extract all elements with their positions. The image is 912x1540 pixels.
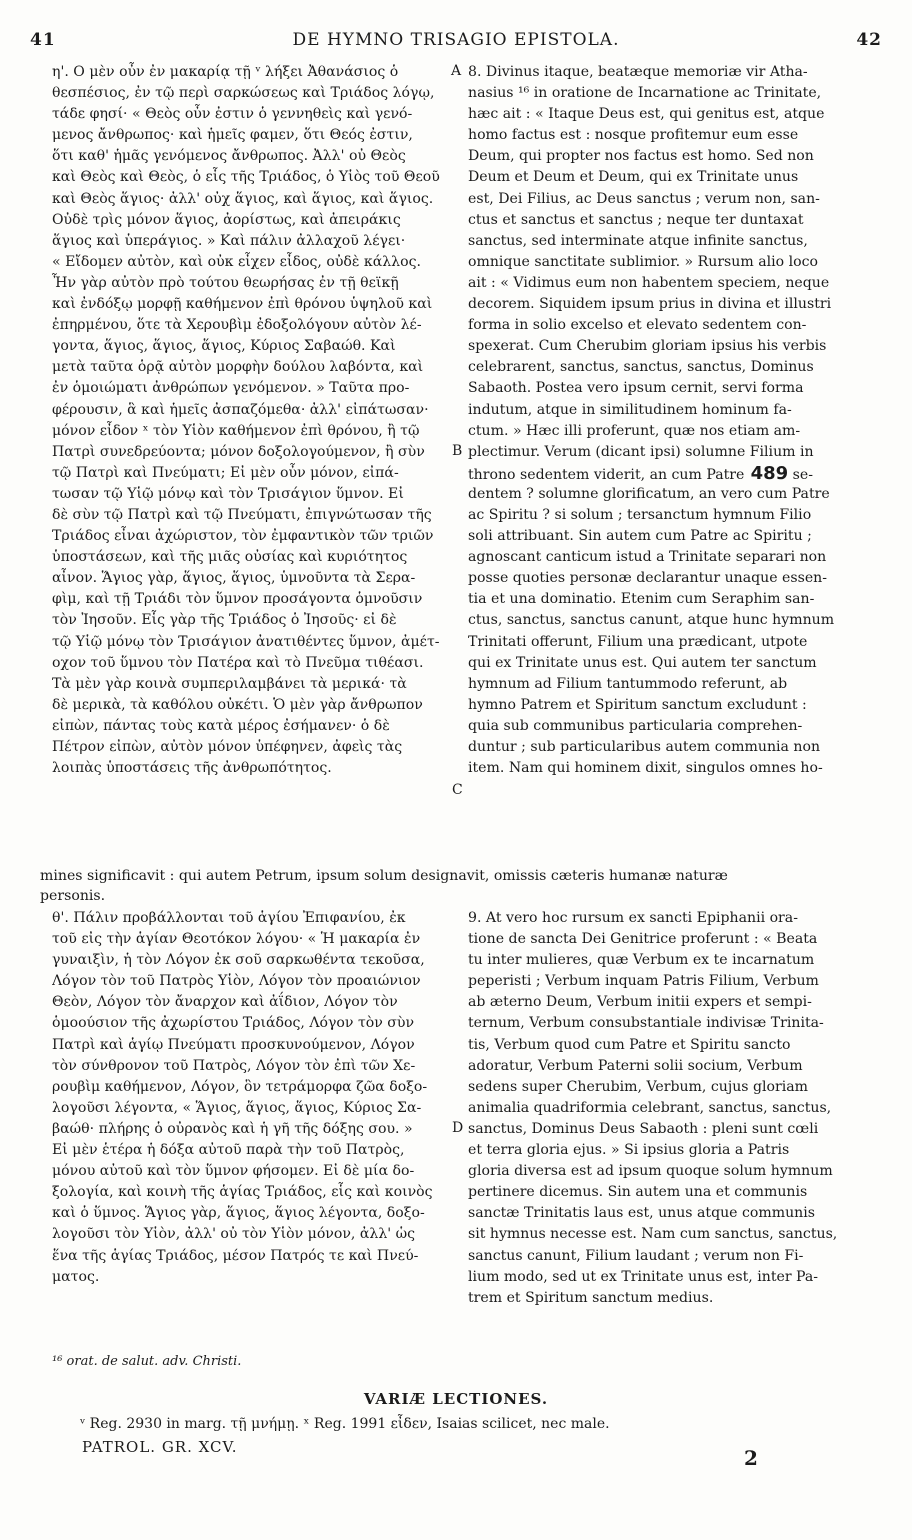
greek-text-line: αἶνον. Ἅγιος γὰρ, ἅγιος, ἅγιος, ὑμνοῦντα τὰ Σερα-: [52, 570, 416, 587]
latin-text-line: animalia quadriformia celebrant, sanctus, sanctus,: [468, 1099, 832, 1116]
latin-text-line: Trinitati offerunt, Filium una prædicant, utpote: [468, 633, 808, 650]
latin-text-line: sedens super Cherubim, Verbum, cujus gloriam: [468, 1078, 809, 1095]
latin-text-line: sanctæ Trinitatis laus est, unus atque communis: [468, 1205, 816, 1222]
page-number-right: 42: [856, 30, 882, 50]
latin-text-line: tia et una dominatio. Etenim cum Seraphim san-: [468, 591, 815, 608]
latin-text-line: gloria diversa est ad ipsum quoque solum hymnum: [468, 1163, 833, 1180]
spanning-line-2: personis.: [40, 888, 106, 904]
greek-text-line: οχον τοῦ ὕμνου τὸν Πατέρα καὶ τὸ Πνεῦμα τιθέασι.: [52, 654, 424, 671]
column-number-badge: 489: [744, 462, 789, 484]
greek-text-line: ἅγιος καὶ ὑπεράγιος. » Καὶ πάλιν ἀλλαχοῦ λέγει·: [52, 232, 406, 249]
latin-text-line: indutum, atque in similitudinem hominum fa-: [468, 401, 792, 418]
greek-text-line: ὁμοούσιον τῆς ἀχωρίστου Τριάδος, Λόγον τὸν σὺν: [52, 1015, 415, 1032]
greek-text-line: γυναιξὶν, ἡ τὸν Λόγον ἐκ σοῦ σαρκωθέντα τεκοῦσα,: [52, 952, 425, 969]
greek-text-line: τῷ Πατρὶ καὶ Πνεύματι; Εἰ μὲν οὖν μόνον, εἰπά-: [52, 464, 399, 481]
greek-text-line: καὶ ὁ ὕμνος. Ἅγιος γὰρ, ἅγιος, ἅγιος λέγοντα, δοξο-: [52, 1205, 425, 1222]
latin-text-line: item. Nam qui hominem dixit, singulos omnes ho-: [468, 760, 823, 777]
spanning-line-1: mines significavit : qui autem Petrum, ipsum solum designavit, omissis cæteris humanæ naturæ: [40, 868, 728, 884]
latin-text-line: ab æterno Deum, Verbum initii expers et sempi-: [468, 994, 812, 1011]
greek-text-line: τωσαν τῷ Υἱῷ μόνῳ καὶ τὸν Τρισάγιον ὕμνον. Εἰ: [52, 485, 404, 502]
greek-text-line: « Εἴδομεν αὐτὸν, καὶ οὐκ εἶχεν εἶδος, οὐδὲ κάλλος.: [52, 253, 421, 270]
greek-text-line: ξολογία, καὶ κοινὴ τῆς ἁγίας Τριάδος, εἷς καὶ κοινὸς: [52, 1184, 433, 1201]
latin-text-line: sanctus, sed interminate atque infinite sanctus,: [468, 232, 808, 249]
greek-text-line: ὑποστάσεων, καὶ τῆς μιᾶς οὐσίας καὶ κυριότητος: [52, 549, 408, 566]
signature-mark: 2: [744, 1446, 758, 1470]
latin-column-section-9: [468, 908, 880, 1309]
latin-text-line: ait : « Vidimus eum non habentem speciem, neque: [468, 274, 830, 291]
greek-text-line: ἐν ὁμοιώματι ἀνθρώπων γενόμενον. » Ταῦτα προ-: [52, 380, 410, 397]
greek-text-line: Ἦν γὰρ αὐτὸν πρὸ τούτου θεωρήσας ἐν τῇ θεϊκῇ: [52, 274, 399, 291]
greek-text-line: Πατρὶ καὶ ἁγίῳ Πνεύματι προσκυνούμενον, Λόγον: [52, 1036, 415, 1053]
greek-column-section-9: [52, 908, 447, 1288]
greek-text-line: Θεὸν, Λόγον τὸν ἄναρχον καὶ ἀΐδιον, Λόγον τὸν: [52, 994, 398, 1011]
latin-text-line: hymno Patrem et Spiritum sanctum excludunt :: [468, 696, 807, 713]
greek-text-line: μετὰ ταῦτα ὁρᾷ αὐτὸν μορφὴν δούλου λαβόντα, καὶ: [52, 359, 424, 376]
variae-lectiones-title: VARIÆ LECTIONES.: [363, 1390, 549, 1408]
greek-text-line: η'. Ο μὲν οὖν ἐν μακαρίᾳ τῇ ᵛ λήξει Ἀθανάσιος ὁ: [52, 64, 399, 80]
greek-text-line: Εἰ μὲν ἑτέρα ἡ δόξα αὐτοῦ παρὰ τὴν τοῦ Πατρὸς,: [52, 1142, 405, 1159]
greek-text-line: Πατρὶ συνεδρεύοντα; μόνον δοξολογούμενον, ἢ σὺν: [52, 443, 425, 460]
greek-text-line: μόνου αὐτοῦ καὶ τὸν ὕμνον φήσομεν. Εἰ δὲ μία δο-: [52, 1163, 415, 1180]
latin-text-line: soli attribuant. Sin autem cum Patre ac Spiritu ;: [468, 528, 812, 545]
latin-text-line: forma in solio excelso et elevato sedentem con-: [468, 317, 807, 334]
greek-text-line: εἰπὼν, πάντας τοὺς κατὰ μέρος ἐσήμανεν· ὁ δὲ: [52, 717, 390, 734]
margin-marker-d: D: [452, 1120, 464, 1136]
greek-text-line: ματος.: [52, 1268, 100, 1285]
badge-suffix: se-: [788, 466, 814, 483]
latin-text-line: ctum. » Hæc illi proferunt, quæ nos etiam am-: [468, 422, 801, 439]
greek-text-line: θεσπέσιος, ἐν τῷ περὶ σαρκώσεως καὶ Τριάδος λόγῳ,: [52, 85, 435, 102]
latin-text-line: tione de sancta Dei Genitrice proferunt : « Beata: [468, 931, 818, 948]
latin-text-line: ac Spiritu ? si solum ; tersanctum hymnum Filio: [468, 506, 812, 523]
latin-text-line: ctus et sanctus et sanctus ; neque ter duntaxat: [468, 211, 804, 228]
greek-text-line: Τὰ μὲν γὰρ κοινὰ συμπεριλαμβάνει τὰ μερικά· τὰ: [52, 675, 407, 692]
greek-text-line: καὶ Θεὸς καὶ Θεὸς, ὁ εἷς τῆς Τριάδος, ὁ Υἱὸς τοῦ Θεοῦ: [52, 169, 440, 186]
latin-text-line: sanctus, Dominus Deus Sabaoth : pleni sunt cœli: [468, 1120, 819, 1137]
latin-text-line: posse quoties personæ declarantur unaque essen-: [468, 570, 828, 587]
latin-column-section-8: [468, 62, 880, 779]
greek-text-line: ἐπηρμένου, ὅτε τὰ Χερουβὶμ ἐδοξολόγουν αὐτὸν λέ-: [52, 317, 422, 334]
greek-text-line: γοντα, ἅγιος, ἅγιος, ἅγιος, Κύριος Σαβαώθ. Καὶ: [52, 338, 396, 355]
greek-text-line: Τριάδος εἶναι ἀχώριστον, τὸν ἐμφαντικὸν τῶν τριῶν: [52, 528, 434, 545]
greek-text-line: ὅτι καθ' ἡμᾶς γενόμενος ἄνθρωπος. Ἀλλ' οὐ Θεὸς: [52, 148, 406, 165]
latin-text-line: plectimur. Verum (dicant ipsi) solumne Filium in: [468, 443, 814, 460]
latin-text-line: sanctus canunt, Filium laudant ; verum non Fi-: [468, 1247, 804, 1264]
greek-text-line: μόνον εἶδον ˣ τὸν Υἱὸν καθήμενον ἐπὶ θρόνου, ἢ τῷ: [52, 422, 420, 439]
variae-lectiones-text: ᵛ Reg. 2930 in marg. τῇ μνήμῃ. ˣ Reg. 1991 εἶδεν, Isaias scilicet, nec male.: [80, 1416, 610, 1432]
latin-text-line: hæc ait : « Itaque Deus est, qui genitus est, atque: [468, 106, 825, 123]
greek-text-line: Πέτρον εἰπὼν, αὐτὸν μόνον ὑπέφηνεν, ἀφεὶς τὰς: [52, 739, 403, 755]
latin-text-line: sit hymnus necesse est. Nam cum sanctus, sanctus,: [468, 1226, 838, 1243]
greek-text-line: τῷ Υἱῷ μόνῳ τὸν Τρισάγιον ἀνατιθέντες ὕμνον, ἀμέτ-: [52, 633, 440, 650]
latin-text-line: est, Dei Filius, ac Deus sanctus ; verum non, san-: [468, 190, 820, 207]
latin-text-line: omnique sanctitate sublimior. » Rursum alio loco: [468, 253, 818, 270]
latin-text-line: hymnum ad Filium tantummodo referunt, ab: [468, 675, 788, 692]
latin-text-line: 9. At vero hoc rursum ex sancti Epiphanii ora-: [468, 910, 798, 926]
greek-text-line: τὸν Ἰησοῦν. Εἷς γὰρ τῆς Τριάδος ὁ Ἰησοῦς· εἰ δὲ: [52, 612, 397, 629]
greek-text-line: λογοῦσι λέγοντα, « Ἅγιος, ἅγιος, ἅγιος, Κύριος Σα-: [52, 1099, 422, 1116]
running-header: [30, 30, 882, 54]
greek-text-line: θ'. Πάλιν προβάλλονται τοῦ ἁγίου Ἐπιφανίου, ἐκ: [52, 910, 406, 926]
greek-text-line: φὶμ, καὶ τῇ Τριάδι τὸν ὕμνον προσάγοντα ὁμνοῦσιν: [52, 591, 423, 608]
greek-text-line: τοῦ εἰς τὴν ἁγίαν Θεοτόκον λόγου· « Ἡ μακαρία ἐν: [52, 931, 421, 948]
latin-text-line: pertinere dicemus. Sin autem una et communis: [468, 1184, 808, 1201]
latin-text-line: decorem. Siquidem ipsum prius in divina et illustri: [468, 296, 832, 313]
latin-text-line: homo factus est : nosque profitemur eum esse: [468, 127, 799, 144]
latin-text-line: tis, Verbum quod cum Patre et Spiritu sancto: [468, 1036, 791, 1053]
latin-text-line: peperisti ; Verbum inquam Patris Filium, Verbum: [468, 973, 819, 990]
latin-text-line: nasius ¹⁶ in oratione de Incarnatione ac Trinitate,: [468, 85, 822, 102]
greek-text-line: Οὐδὲ τρὶς μόνον ἅγιος, ἀορίστως, καὶ ἀπειράκις: [52, 211, 401, 228]
latin-text-line: trem et Spiritum sanctum medius.: [468, 1289, 714, 1306]
latin-text-line: dentem ? solumne glorificatum, an vero cum Patre: [468, 485, 830, 502]
greek-text-line: λοιπὰς ὑποστάσεις τῆς ἀνθρωπότητος.: [52, 760, 332, 777]
latin-text-line: ternum, Verbum consubstantiale indivisæ Trinita-: [468, 1015, 824, 1032]
page-number-left: 41: [30, 30, 56, 50]
greek-text-line: καὶ ἐνδόξῳ μορφῇ καθήμενον ἐπὶ θρόνου ὑψηλοῦ καὶ: [52, 296, 433, 313]
latin-text-line: lium modo, sed ut ex Trinitate unus est, inter Pa-: [468, 1268, 819, 1285]
latin-text-line: celebrarent, sanctus, sanctus, sanctus, Dominus: [468, 359, 814, 376]
greek-text-line: Λόγον τὸν τοῦ Πατρὸς Υἱὸν, Λόγον τὸν προαιώνιον: [52, 973, 421, 990]
latin-text-line: qui ex Trinitate unus est. Qui autem ter sanctum: [468, 654, 817, 671]
latin-text-line: et terra gloria ejus. » Si ipsius gloria a Patris: [468, 1142, 790, 1159]
margin-marker-a: A: [451, 63, 462, 79]
greek-text-line: βαώθ· πλήρης ὁ οὐρανὸς καὶ ἡ γῆ τῆς δόξης σου. »: [52, 1120, 413, 1137]
greek-text-line: μενος ἄνθρωπος· καὶ ἡμεῖς φαμεν, ὅτι Θεός ἐστιν,: [52, 127, 413, 144]
footnote: ¹⁶ orat. de salut. adv. Christi.: [52, 1354, 242, 1369]
margin-marker-c: C: [452, 782, 463, 798]
latin-text-line: duntur ; sub particularibus autem communia non: [468, 739, 821, 755]
greek-text-line: φέρουσιν, ἃ καὶ ἡμεῖς ἀσπαζόμεθα· ἀλλ' εἰπάτωσαν·: [52, 401, 429, 418]
greek-column-section-8: [52, 62, 447, 779]
greek-text-line: ρουβὶμ καθήμενον, Λόγον, ὃν τετράμορφα ζῶα δοξο-: [52, 1078, 428, 1095]
patrologia-reference: PATROL. GR. XCV.: [82, 1438, 238, 1456]
latin-text-line: ctus, sanctus, sanctus canunt, atque hunc hymnum: [468, 612, 835, 629]
latin-text-line: quia sub communibus particularia comprehen-: [468, 717, 803, 734]
greek-text-line: λογοῦσι τὸν Υἱὸν, ἀλλ' οὐ τὸν Υἱὸν μόνον, ἀλλ' ὡς: [52, 1226, 416, 1243]
latin-text-line: throno sedentem viderit, an cum Patre 489 se-: [468, 462, 814, 484]
greek-text-line: δὲ σὺν τῷ Πατρὶ καὶ τῷ Πνεύματι, ἐπιγνώτωσαν τῆς: [52, 506, 432, 523]
greek-text-line: δὲ μερικὰ, τὰ καθόλου οὐκέτι. Ὁ μὲν γὰρ ἄνθρωπον: [52, 696, 423, 713]
greek-text-line: τάδε φησί· « Θεὸς οὖν ἐστιν ὁ γεννηθεὶς καὶ γενό-: [52, 106, 413, 123]
greek-text-line: καὶ Θεὸς ἅγιος· ἀλλ' οὐχ ἅγιος, καὶ ἅγιος, καὶ ἅγιος.: [52, 190, 434, 207]
greek-text-line: τὸν σύνθρονον τοῦ Πατρὸς, Λόγον τὸν ἐπὶ τῶν Χε-: [52, 1057, 416, 1074]
greek-text-line: ἕνα τῆς ἁγίας Τριάδος, μέσον Πατρός τε καὶ Πνεύ-: [52, 1247, 419, 1264]
margin-marker-b: B: [452, 443, 463, 459]
latin-text-line: 8. Divinus itaque, beatæque memoriæ vir Atha-: [468, 64, 808, 80]
latin-text-line: Deum, qui propter nos factus est homo. Sed non: [468, 148, 814, 165]
page-title: DE HYMNO TRISAGIO EPISTOLA.: [292, 30, 620, 50]
latin-text-line: Deum et Deum et Deum, qui ex Trinitate unus: [468, 169, 799, 186]
latin-text-line: tu inter mulieres, quæ Verbum ex te incarnatum: [468, 952, 815, 969]
latin-text-line: agnoscant canticum istud a Trinitate separari non: [468, 549, 827, 566]
latin-text-line: spexerat. Cum Cherubim gloriam ipsius his verbis: [468, 338, 827, 355]
latin-text-line: Sabaoth. Postea vero ipsum cernit, servi forma: [468, 380, 804, 397]
latin-text-line: adoratur, Verbum Paterni solii socium, Verbum: [468, 1057, 803, 1074]
